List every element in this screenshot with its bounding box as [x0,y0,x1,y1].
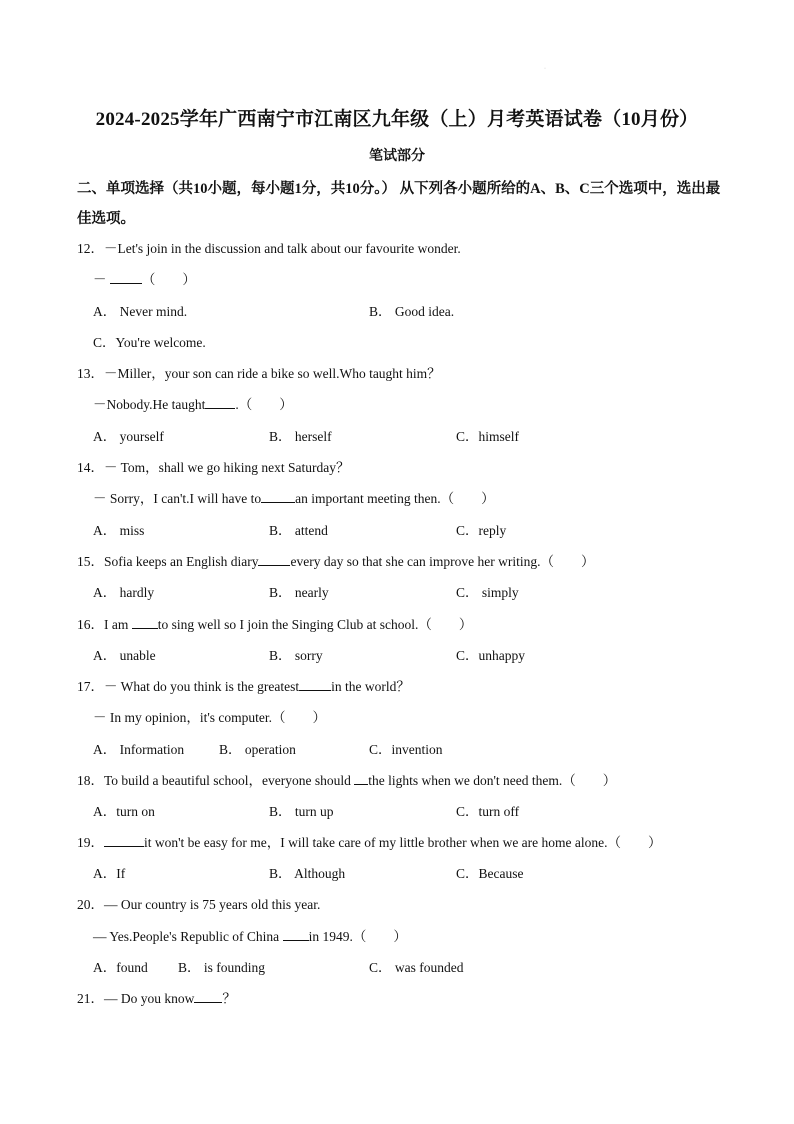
question-16-option-c: C．unhappy [456,648,525,663]
question-text: in the world？ [331,679,410,694]
question-18-option-a: A．turn on [93,804,155,819]
answer-blank [299,678,331,691]
question-text: －Let's join in the discussion and talk about our favourite wonder. [104,241,461,256]
question-text: — Yes.People's Republic of China [93,929,280,944]
question-14-line-2 [93,487,495,507]
question-number: 21． [77,991,104,1006]
question-number: 14． [77,460,104,475]
question-12-line-1 [77,237,461,257]
question-12-option-a: A． Never mind. [93,304,188,319]
question-number: 16． [77,617,104,632]
question-15-option-b: B． nearly [269,585,329,600]
question-15-option-c: C． simply [456,585,519,600]
question-14-option-a: A． miss [93,523,145,538]
answer-blank [283,928,309,941]
question-text: －Nobody.He taught [93,397,206,412]
question-14-option-c: C．reply [456,523,507,538]
question-number: 15． [77,554,104,569]
question-17-option-a: A． Information [93,742,185,757]
question-15-option-a: A． hardly [93,585,155,600]
question-21-line-1 [77,987,236,1007]
question-13-option-c: C．himself [456,429,519,444]
question-number: 17． [77,679,104,694]
question-text: to sing well so I join the Singing Club at school.（ ） [157,617,473,632]
question-text: － Tom，shall we go hiking next Saturday？ [104,460,350,475]
question-12-option-b: B． Good idea. [369,304,455,319]
question-number: 13． [77,366,104,381]
question-17-line-2 [93,706,326,726]
answer-blank [205,396,235,409]
question-18-option-c: C．turn off [456,804,520,819]
question-16-option-a: A． unable [93,648,156,663]
question-13-line-1 [77,362,441,382]
question-12-option-c: C．You're welcome. [93,335,206,350]
question-text: — Do you know [104,991,195,1006]
question-text: To build a beautiful school，everyone should [104,773,351,788]
question-20-option-a: A．found [93,960,148,975]
question-13-option-b: B． herself [269,429,332,444]
question-19-option-c: C．Because [456,866,524,881]
answer-blank [194,990,222,1003]
answer-blank [258,553,290,566]
answer-blank [354,772,368,785]
question-text: an important meeting then.（ ） [295,491,495,506]
answer-blank [132,616,158,629]
question-text: ？ [222,991,236,1006]
question-17-option-b: B． operation [219,742,296,757]
question-16-line-1 [77,613,472,633]
question-15-line-1 [77,550,595,570]
question-17-line-1 [77,675,410,695]
scan-dot: · [544,66,546,72]
question-number: 12． [77,241,104,256]
question-text: － Sorry，I can't.I will have to [93,491,262,506]
question-12-line-2 [93,268,196,288]
question-text: — Our country is 75 years old this year. [104,897,321,912]
question-number: 18． [77,773,104,788]
answer-blank [110,271,142,284]
question-text: every day so that she can improve her writing.（ ） [290,554,595,569]
section-instruction: 二、单项选择（共10小题，每小题1分，共10分。） 从下列各小题所给的A、B、C三个选项中，选出最佳选项。 [77,181,721,227]
question-18-option-b: B． turn up [269,804,334,819]
question-text: －Miller，your son can ride a bike so well.Who taught him？ [104,366,441,381]
question-text: in 1949.（ ） [308,929,407,944]
answer-blank [104,834,144,847]
question-19-line-1 [77,831,662,851]
answer-paren: .（ ） [235,397,293,412]
question-number: 20． [77,897,104,912]
question-18-line-1 [77,769,616,789]
answer-blank [261,490,295,503]
question-19-option-b: B． Although [269,866,346,881]
question-text: the lights when we don't need them.（ ） [368,773,617,788]
question-text: － What do you think is the greatest [104,679,300,694]
question-number: 19． [77,835,104,850]
question-text: － [93,272,107,287]
exam-subtitle: 笔试部分 [369,149,425,164]
question-16-option-b: B． sorry [269,648,323,663]
question-17-option-c: C．invention [369,742,443,757]
question-text: Sofia keeps an English diary [104,554,259,569]
question-20-option-c: C． was founded [369,960,464,975]
question-14-line-1 [77,456,350,476]
question-20-option-b: B． is founding [178,960,266,975]
question-text: it won't be easy for me，I will take care of my little brother when we are home alone.（ ） [144,835,662,850]
question-13-option-a: A． yourself [93,429,164,444]
answer-paren: （ ） [141,272,196,287]
exam-title: 2024-2025学年广西南宁市江南区九年级（上）月考英语试卷（10月份） [95,109,699,130]
question-20-line-1 [77,893,320,913]
question-text: － In my opinion，it's computer.（ ） [93,710,327,725]
question-text: I am [104,617,129,632]
question-13-line-2 [93,393,293,413]
question-14-option-b: B． attend [269,523,328,538]
question-19-option-a: A．If [93,866,126,881]
question-20-line-2 [93,925,407,945]
